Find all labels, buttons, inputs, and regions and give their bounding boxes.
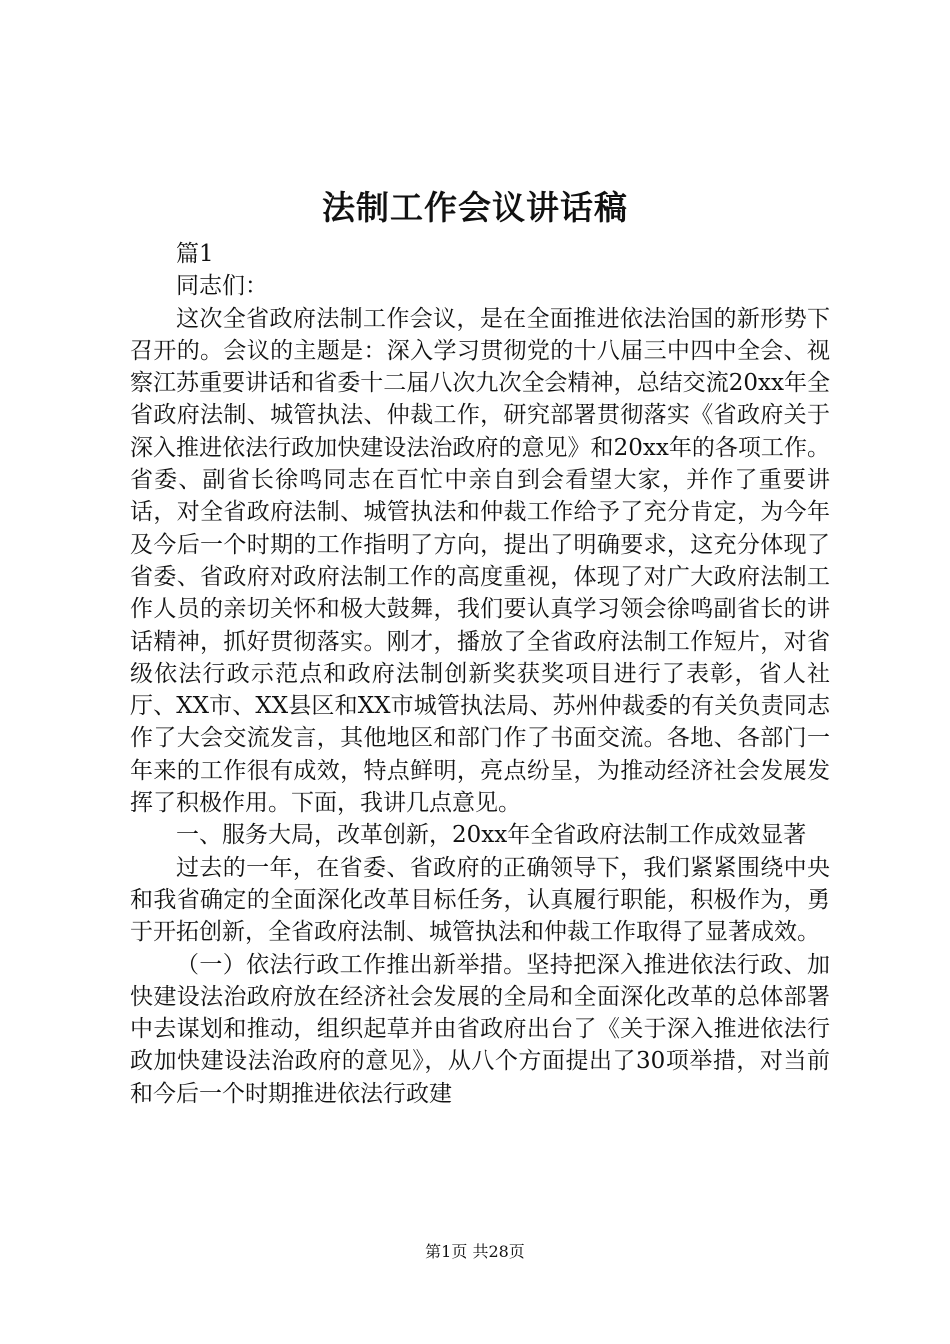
document-body — [130, 238, 830, 1110]
section-heading: 一、服务大局，改革创新，20xx年全省政府法制工作成效显著 — [176, 822, 807, 849]
page-footer: 第1页 共28页 — [425, 1242, 525, 1261]
salutation: 同志们： — [176, 273, 268, 300]
body-paragraph: （一）依法行政工作推出新举措。坚持把深入推进依法行政、加快建设法治政府放在经济社会发展的全局和全面深化改革的总体部署中去谋划和推动，组织起草并由省政府出台了《关于深入推进依法行政加快建设法治政府的意见》，从八个方面提出了30项举措，对当前和今后一个时期推进依法行政建 — [130, 951, 830, 1107]
document-title: 法制工作会议讲话稿 — [322, 188, 628, 227]
body-paragraph: 过去的一年，在省委、省政府的正确领导下，我们紧紧围绕中央和我省确定的全面深化改革目标任务，认真履行职能，积极作为，勇于开拓创新，全省政府法制、城管执法和仲裁工作取得了显著成效。 — [130, 854, 830, 946]
body-paragraph: 这次全省政府法制工作会议，是在全面推进依法治国的新形势下召开的。会议的主题是：深入学习贯彻党的十八届三中四中全会、视察江苏重要讲话和省委十二届八次九次全会精神，总结交流20xx年全省政府法制、城管执法、仲裁工作，研究部署贯彻落实《省政府关于深入推进依法行政加快建设法治政府的意见》和20xx年的各项工作。省委、副省长徐鸣同志在百忙中亲自到会看望大家，并作了重要讲话，对全省政府法制、城管执法和仲裁工作给予了充分肯定，为今年及今后一个时期的工作指明了方向，提出了明确要求，这充分体现了省委、省政府对政府法制工作的高度重视，体现了对广大政府法制工作人员的亲切关怀和极大鼓舞，我们要认真学习领会徐鸣副省长的讲话精神，抓好贯彻落实。刚才，播放了全省政府法制工作短片，对省级依法行政示范点和政府法制创新奖获奖项目进行了表彰，省人社厅、XX市、XX县区和XX市城管执法局、苏州仲裁委的有关负责同志作了大会交流发言，其他地区和部门作了书面交流。各地、各部门一年来的工作很有成效，特点鲜明，亮点纷呈，为推动经济社会发展发挥了积极作用。下面，我讲几点意见。 — [130, 305, 830, 817]
section-label: 篇1 — [176, 241, 214, 267]
